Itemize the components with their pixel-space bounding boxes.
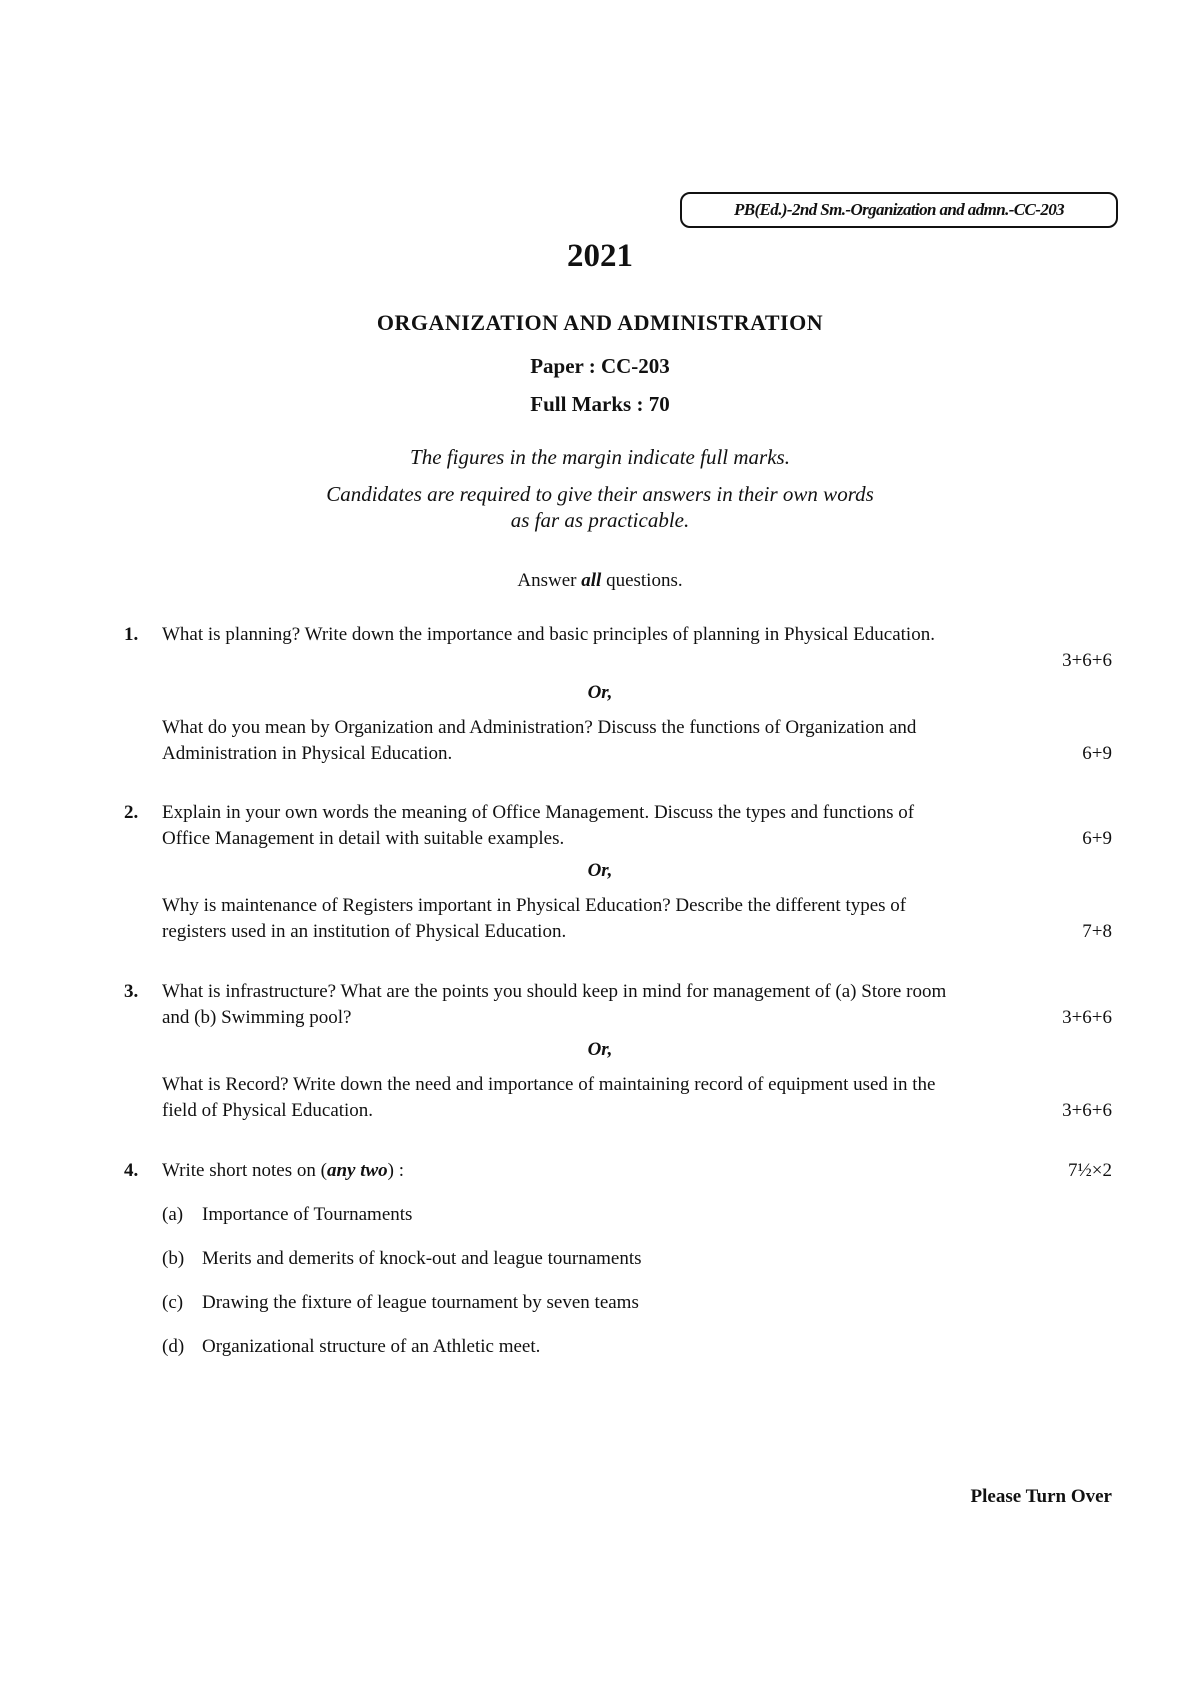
question-line: What do you mean by Organization and Administration? Discuss the functions of Organization and [162,717,917,738]
question-line: Office Management in detail with suitable examples. [162,828,565,849]
subject-title: ORGANIZATION AND ADMINISTRATION [376,310,824,335]
question-line: Administration in Physical Education. [162,743,453,764]
question-marks: 6+9 [1082,828,1112,849]
question-line: What is Record? Write down the need and importance of maintaining record of equipment used in the [162,1074,936,1095]
question-last-line [162,1158,1112,1184]
instruction-line-2: Candidates are required to give their answers in their own words [326,482,874,506]
question-line: Why is maintenance of Registers important in Physical Education? Describe the different types of [162,895,907,916]
paper-code: Paper : CC-203 [530,354,670,378]
instruction-line-3: as far as practicable. [510,508,690,532]
exam-year: 2021 [567,238,633,274]
question-number: 3. [124,981,139,1002]
answer-all-emphasis: all [581,570,602,591]
question-last-line [162,1005,1112,1031]
or-label: Or, [587,860,613,881]
question-last-line [162,1098,1112,1124]
alternative-question-text [162,1072,1112,1124]
answer-all-instruction [0,570,1200,592]
please-turn-over: Please Turn Over [970,1486,1112,1507]
question-text [162,1158,1112,1184]
question-marks: 3+6+6 [1062,1007,1112,1028]
or-label: Or, [587,682,613,703]
question-text [162,800,1112,852]
question-line: What is planning? Write down the importance and basic principles of planning in Physical Education. [162,624,935,645]
question-line: field of Physical Education. [162,1100,374,1121]
question-marks: 7½×2 [1068,1160,1112,1181]
question-marks: 3+6+6 [1062,1100,1112,1121]
question-line: Explain in your own words the meaning of Office Management. Discuss the types and functions of [162,802,915,823]
question-last-line [162,919,1112,945]
subitem-label: (a) [162,1204,184,1225]
question-number: 4. [124,1160,139,1181]
question-number: 1. [124,624,139,645]
question-text [162,979,1112,1031]
subitem-label: (d) [162,1336,185,1357]
question-text-part: ) : [387,1160,404,1181]
subitem-text: Drawing the fixture of league tournament by seven teams [202,1292,639,1313]
question-text [162,622,1112,648]
subitem-label: (b) [162,1248,185,1269]
question-last-line [162,826,1112,852]
question-line: registers used in an institution of Physical Education. [162,921,567,942]
question-line: and (b) Swimming pool? [162,1007,352,1028]
subitem-text: Merits and demerits of knock-out and league tournaments [202,1248,642,1269]
subitem-text: Organizational structure of an Athletic meet. [202,1336,541,1357]
question-marks: 3+6+6 [1062,650,1112,671]
answer-all-pre: Answer [517,570,577,591]
question-marks: 6+9 [1082,743,1112,764]
subitem-label: (c) [162,1292,184,1313]
question-line: What is infrastructure? What are the points you should keep in mind for management of (a) Store room [162,981,947,1002]
question-last-line [162,741,1112,767]
question-text-part: Write short notes on ( [162,1160,327,1181]
subitem-text: Importance of Tournaments [202,1204,413,1225]
alternative-question-text [162,893,1112,945]
alternative-question-text [162,715,1112,767]
paper-code-box: PB(Ed.)-2nd Sm.-Organization and admn.-CC-203 [680,192,1118,228]
instruction-line-1: The figures in the margin indicate full marks. [410,445,790,469]
question-line [162,1158,404,1184]
question-marks: 7+8 [1082,921,1112,942]
or-label: Or, [587,1039,613,1060]
full-marks: Full Marks : 70 [530,392,670,416]
question-emphasis: any two [326,1160,388,1181]
question-number: 2. [124,802,139,823]
answer-all-post: questions. [606,570,683,591]
